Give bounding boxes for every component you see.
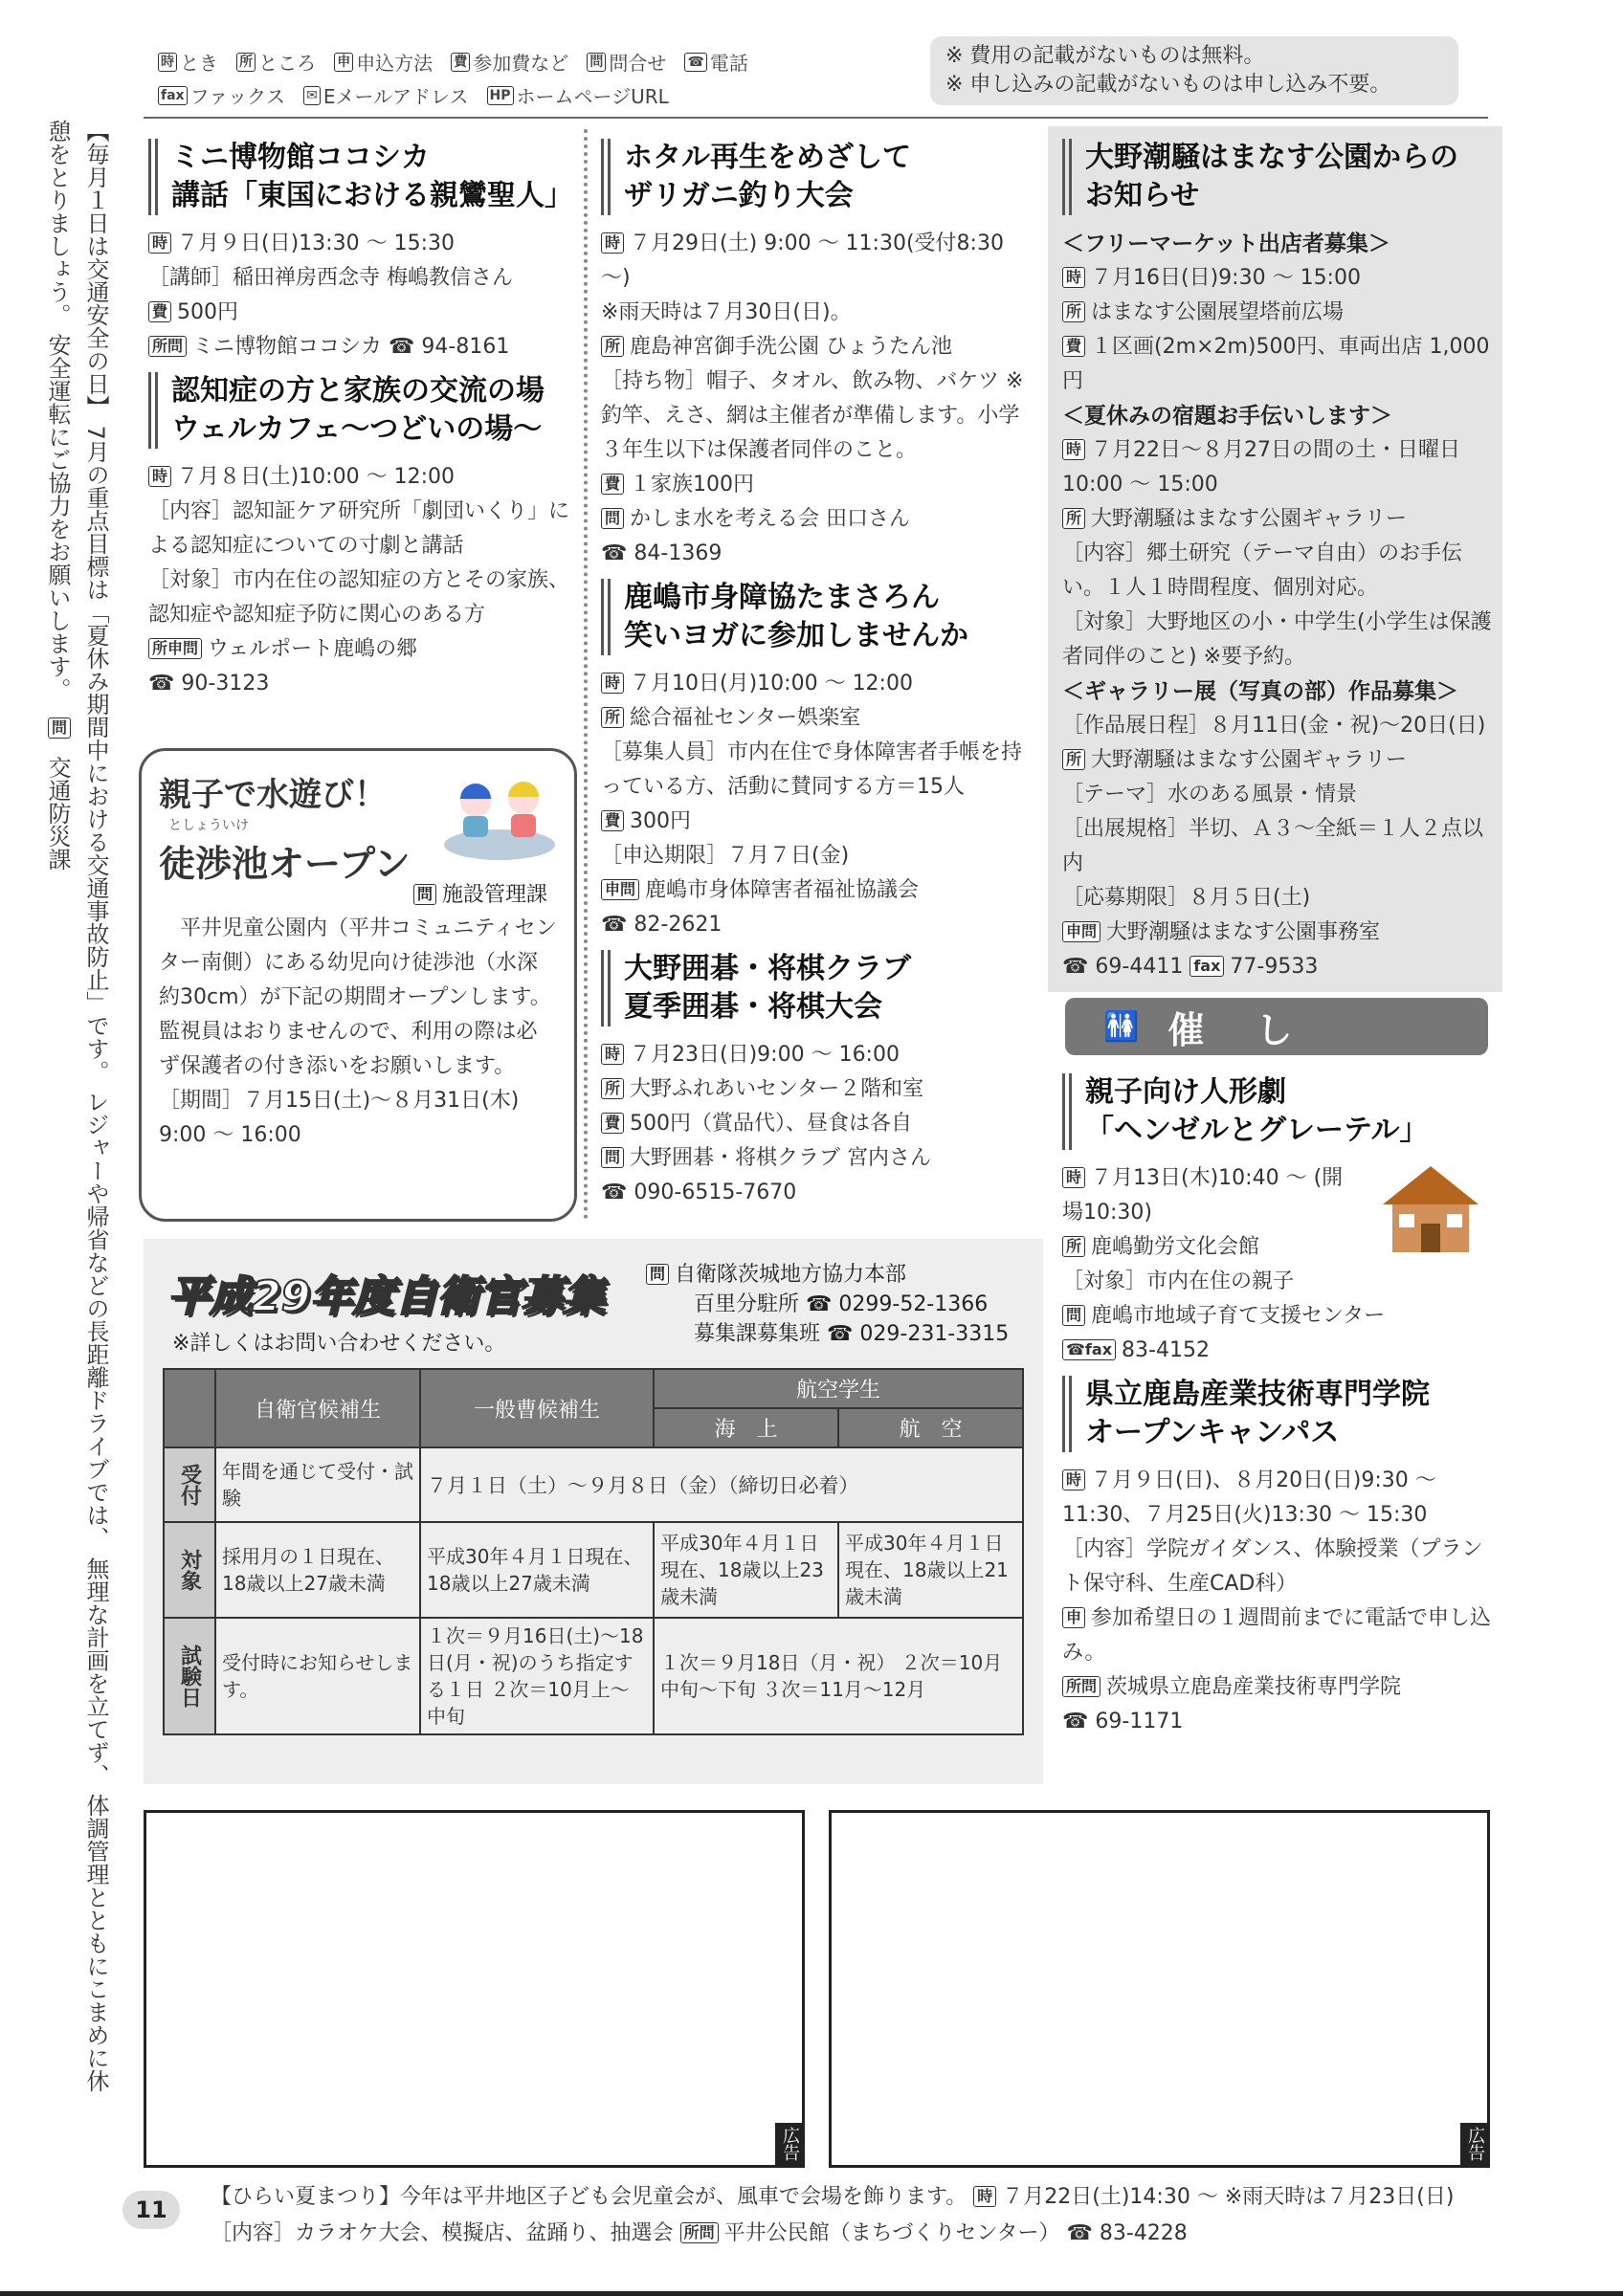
sdf-contact <box>646 1260 1009 1349</box>
deadline-row: ［申込期限］７月７日(金) <box>601 844 850 868</box>
column-1 <box>148 139 574 709</box>
legend-item-phone <box>684 48 747 76</box>
legend-label: 申込方法 <box>356 52 434 75</box>
title-line1: ホタル再生をめざして <box>624 141 911 174</box>
column-2 <box>601 139 1030 1218</box>
sdf-title: 平成29年度自衛官募集 <box>167 1272 606 1321</box>
table-row <box>164 1522 1023 1618</box>
pool-title2: 徒渉池オープン <box>159 843 411 885</box>
place-icon: 所 <box>1062 301 1085 322</box>
fee-icon: 費 <box>601 474 624 495</box>
place-icon: 所 <box>1062 508 1085 529</box>
title-line2: ウェルカフェ～つどいの場～ <box>171 412 543 446</box>
ad-space-right <box>829 1810 1490 2168</box>
time-icon: 時 <box>601 232 624 254</box>
phone-fax-icon: ☎fax <box>1062 1339 1116 1360</box>
tel-row: ☎ 82-2621 <box>601 913 723 937</box>
footer-tel: ☎ 83-4228 <box>1066 2221 1188 2245</box>
table-corner <box>164 1369 215 1447</box>
inquiry-icon: 問 <box>413 884 436 905</box>
fee-row <box>148 296 574 330</box>
time-icon: 時 <box>601 1044 624 1065</box>
time-value: ７月９日(日)13:30 ～ 15:30 <box>177 232 455 255</box>
legend-item-fax <box>158 81 285 109</box>
row-head-exam-date: 試験日 <box>164 1618 215 1734</box>
footer-time: ７月22日(土)14:30 ～ ※雨天時は７月23日(日) <box>1002 2185 1455 2209</box>
footer-place: 平井公民館（まちづくりセンター） <box>723 2221 1060 2245</box>
content-row: ［内容］学院ガイダンス、体験授業（プラント保守科、生産CAD科） <box>1062 1537 1483 1596</box>
pool-ruby: としょういけ <box>168 818 249 833</box>
article-title <box>148 139 574 215</box>
article-title <box>1062 1073 1493 1150</box>
cell: 採用月の１日現在、18歳以上27歳未満 <box>215 1522 420 1618</box>
place-inquiry-icon: 所問 <box>680 2222 719 2243</box>
gallery-heading: ＜ギャラリー展（写真の部）作品募集＞ <box>1062 679 1458 704</box>
time-row <box>148 227 574 261</box>
title-line2: ザリガニ釣り大会 <box>624 179 854 212</box>
apply-icon: 申 <box>1062 1607 1085 1628</box>
flea-market-heading: ＜フリーマーケット出店者募集＞ <box>1062 232 1390 256</box>
notes-box <box>930 36 1458 105</box>
tel-row: ☎ 090-6515-7670 <box>601 1181 797 1204</box>
sdf-table <box>163 1368 1024 1735</box>
contact-row <box>148 330 574 364</box>
legend-label: ところ <box>258 52 317 75</box>
footer-text: 【ひらい夏まつり】今年は平井地区子ども会児童会が、風車で会場を飾ります。 <box>211 2185 967 2209</box>
article-title <box>1062 1376 1493 1452</box>
legend-line1 <box>158 48 923 76</box>
time-icon: 時 <box>158 53 177 72</box>
cell: 受付時にお知らせします。 <box>215 1618 420 1734</box>
article-crayfish <box>601 139 1030 571</box>
phone-icon: ☎ <box>684 53 706 72</box>
article-cocoshika <box>148 139 574 364</box>
time-icon: 時 <box>973 2186 996 2207</box>
time-value: ７月８日(土)10:00 ～ 12:00 <box>177 465 455 489</box>
legend-label: 参加費など <box>473 52 569 75</box>
title-line1: 認知症の方と家族の交流の場 <box>171 374 545 408</box>
fee-icon: 費 <box>601 1113 624 1134</box>
inquiry-icon: 問 <box>48 718 71 739</box>
note-no-apply: ※ 申し込みの記載がないものは申し込み不要。 <box>945 73 1391 97</box>
contact-row <box>1062 1299 1493 1334</box>
time-row <box>601 227 1030 296</box>
kids-swimming-icon <box>442 768 557 864</box>
time-value: ７月10日(月)10:00 ～ 12:00 <box>630 672 913 695</box>
ad-label: 広告 <box>1460 2123 1487 2165</box>
title-line2: 「ヘンゼルとグレーテル」 <box>1085 1114 1429 1147</box>
fee-icon: 費 <box>148 301 171 322</box>
theme-row: ［テーマ］水のある風景・情景 <box>1062 783 1358 806</box>
contact-value: 鹿嶋市地域子育て支援センター <box>1091 1304 1386 1328</box>
events-header <box>1065 998 1488 1055</box>
pool-period: ［期間］７月15日(土)～８月31日(木) 9:00 ～ 16:00 <box>159 1089 520 1147</box>
pool-box <box>139 748 577 1222</box>
contact-value: 大野囲碁・将棋クラブ 宮内さん <box>630 1146 932 1170</box>
place-value: 大野潮騒はまなす公園ギャラリー <box>1091 507 1408 531</box>
time-row <box>1062 1464 1493 1533</box>
fee-row <box>601 805 1030 839</box>
rule-row: ［出展規格］半切、Ａ３～全紙＝１人２点以内 <box>1062 817 1484 875</box>
gingerbread-house-icon <box>1378 1161 1483 1257</box>
place-icon: 所 <box>1062 749 1085 770</box>
table-row <box>164 1618 1023 1734</box>
legend-label: 問合せ <box>609 52 667 75</box>
place-value: 総合福祉センター娯楽室 <box>630 706 861 730</box>
contact-value: 鹿嶋市身体障害者福祉協議会 <box>645 878 920 902</box>
header-sergeant: 一般曹候補生 <box>420 1369 654 1447</box>
cell: 年間を通じて受付・試験 <box>215 1447 420 1522</box>
contact-row <box>601 1141 1030 1176</box>
article-puppet-show <box>1062 1073 1493 1368</box>
email-icon: ✉ <box>303 86 321 105</box>
cell: 平成30年４月１日現在、18歳以上27歳未満 <box>420 1522 654 1618</box>
time-row <box>148 460 574 495</box>
sidebar-text: 【毎月１日は交通安全の日】 7月の重点目標は「夏休み期間中における交通事故防止」です。 レジャーや帰省などの長距離ドライブでは、 無理な計画を立てず、 体調管理とともにこまめに休憩をとりましょう。 安全運転にご協力をお願いします。 <box>44 120 109 2092</box>
header-air: 航 空 <box>838 1408 1023 1447</box>
title-line1: ミニ博物館ココシカ <box>171 141 430 174</box>
article-title <box>601 139 1030 215</box>
apply-icon: 申 <box>334 53 353 72</box>
tel-value: ☎ 69-4411 <box>1062 955 1184 979</box>
place-inquiry-icon: 所問 <box>1062 1676 1101 1697</box>
legend-line2 <box>158 81 923 109</box>
homework-heading: ＜夏休みの宿題お手伝いします＞ <box>1062 404 1392 429</box>
contact-value: かしま水を考える会 田口さん <box>630 507 911 531</box>
fax-value: 77-9533 <box>1230 955 1319 979</box>
contact-row <box>601 873 1030 908</box>
pool-header <box>159 768 557 912</box>
fee-icon: 費 <box>601 810 624 831</box>
place-row <box>1062 296 1493 330</box>
legend-item-email <box>303 81 468 109</box>
bottom-rule <box>0 2291 1623 2296</box>
sdf-contact-line1 <box>646 1260 1009 1290</box>
legend-label: 電話 <box>709 52 748 75</box>
page-number: 11 <box>122 2191 180 2229</box>
fee-value: 300円 <box>630 809 692 833</box>
title-line2: お知らせ <box>1085 179 1200 212</box>
sdf-contact-office: 自衛隊茨城地方協力本部 <box>675 1263 907 1287</box>
table-header-row <box>164 1369 1023 1408</box>
time-row <box>601 667 1030 701</box>
dates-row: ［作品展日程］８月11日(金・祝)～20日(日) <box>1062 714 1486 738</box>
title-line2: 夏季囲碁・将棋大会 <box>624 990 882 1024</box>
contact-row <box>601 502 1030 537</box>
article-laugh-yoga <box>601 579 1030 942</box>
title-line1: 県立鹿島産業技術専門学院 <box>1085 1378 1430 1411</box>
inquiry-icon: 問 <box>601 1147 624 1168</box>
note-free: ※ 費用の記載がないものは無料。 <box>945 44 1265 68</box>
sdf-table-wrapper <box>163 1368 1024 1735</box>
fee-value: １区画(2m×2m)500円、車両出店 1,000円 <box>1062 335 1490 393</box>
place-value: 鹿嶋勤労文化会館 <box>1091 1235 1260 1259</box>
lecturer-row: ［講師］稲田禅房西念寺 梅嶋教信さん <box>148 266 513 290</box>
apply-inquiry-icon: 申問 <box>1062 921 1101 942</box>
time-row <box>1062 261 1493 296</box>
row-head-eligibility: 対象 <box>164 1522 215 1618</box>
target-row: ［対象］市内在住の認知症の方とその家族、認知症や認知症予防に関心のある方 <box>148 568 570 627</box>
article-wellcafe <box>148 372 574 701</box>
fee-row <box>1062 330 1493 399</box>
legend-item-apply <box>334 48 433 76</box>
place-row <box>1062 743 1493 778</box>
target-row: ［対象］大野地区の小・中学生(小学生は保護者同伴のこと) ※要予約。 <box>1062 610 1492 669</box>
fee-value: １家族100円 <box>630 473 755 497</box>
article-title <box>148 372 574 449</box>
time-value: ７月22日～８月27日の間の土・日曜日 10:00 ～ 15:00 <box>1062 438 1461 497</box>
sdf-recruitment <box>144 1239 1043 1784</box>
title-line2: オープンキャンパス <box>1085 1416 1340 1449</box>
place-value: はまなす公園展望塔前広場 <box>1091 300 1345 324</box>
place-inquiry-icon: 所問 <box>148 336 187 357</box>
legend-item-time <box>158 48 218 76</box>
cell: 平成30年４月１日現在、18歳以上21歳未満 <box>838 1522 1023 1618</box>
title-line1: 鹿嶋市身障協たまさろん <box>624 581 940 614</box>
pool-title1: 親子で水遊び！ <box>159 776 387 814</box>
rain-row: ※雨天時は７月30日(日)。 <box>601 300 852 324</box>
tel-row: ☎ 84-1369 <box>601 541 723 565</box>
legend-label: ファックス <box>189 85 285 108</box>
footer-content: ［内容］カラオケ大会、模擬店、盆踊り、抽選会 <box>211 2221 674 2245</box>
pool-contact <box>413 878 547 908</box>
column-divider-1 <box>584 129 588 1220</box>
cell: １次＝９月18日（月・祝） ２次＝10月中旬～下旬 ３次＝11月～12月 <box>654 1618 1023 1734</box>
tel-row <box>1062 1334 1493 1368</box>
place-row <box>601 701 1030 736</box>
fee-icon: 費 <box>451 53 470 72</box>
time-icon: 時 <box>1062 1167 1085 1188</box>
legend-label: Eメールアドレス <box>322 85 469 108</box>
cell: 平成30年４月１日現在、18歳以上23歳未満 <box>654 1522 838 1618</box>
inquiry-icon: 問 <box>1062 1305 1085 1326</box>
inquiry-icon: 問 <box>601 508 624 529</box>
pool-body: 平井児童公園内（平井コミュニティセンター南側）にある幼児向け徒渉池（水深約30cm）が下記の期間オープンします。監視員はおりませんので、利用の際は必ず保護者の付き添いをお願いします。 <box>159 916 557 1078</box>
sdf-note: ※詳しくはお問い合わせください。 <box>172 1332 506 1356</box>
place-apply-inquiry-icon: 所申問 <box>148 638 202 659</box>
fax-icon: fax <box>158 86 188 105</box>
column-3 <box>1062 139 1493 992</box>
row-head-reception: 受付 <box>164 1447 215 1522</box>
time-icon: 時 <box>1062 439 1085 460</box>
tel-value: 83-4152 <box>1122 1338 1210 1362</box>
place-value: 大野潮騒はまなす公園ギャラリー <box>1091 748 1408 772</box>
sidebar-contact: 交通防災課 <box>44 755 71 871</box>
tel-fax-row <box>1062 950 1493 984</box>
ad-label: 広告 <box>775 2123 802 2165</box>
tel-row: ☎ 90-3123 <box>148 672 270 695</box>
legend-label: とき <box>180 52 218 75</box>
cell: ７月１日（土）～９月８日（金）（締切日必着） <box>420 1447 1023 1522</box>
events-header-label: 催 し <box>1167 1008 1301 1051</box>
place-icon: 所 <box>601 1078 624 1099</box>
contact-value: ミニ博物館ココシカ ☎ 94-8161 <box>192 335 510 359</box>
time-row <box>601 1038 1030 1072</box>
place-row <box>1062 502 1493 537</box>
header-cadet: 自衛官候補生 <box>215 1369 420 1447</box>
table-row <box>164 1447 1023 1522</box>
legend-item-inquiry <box>587 48 666 76</box>
article-open-campus <box>1062 1376 1493 1739</box>
column-3-events <box>1062 1073 1493 1747</box>
target-row: ［対象］市内在住の親子 <box>1062 1269 1295 1293</box>
ad-space-left <box>144 1810 805 2168</box>
puppet-body <box>1062 1161 1493 1368</box>
place-icon: 所 <box>1062 1236 1085 1257</box>
traffic-safety-sidebar <box>29 120 115 2109</box>
legend-item-fee <box>451 48 568 76</box>
fee-value: 500円（賞品代）、昼食は各自 <box>630 1112 913 1136</box>
place-value: 大野ふれあいセンター２階和室 <box>630 1077 924 1101</box>
legend-item-place <box>236 48 316 76</box>
place-row <box>601 330 1030 364</box>
time-icon: 時 <box>148 232 171 254</box>
article-go-shogi <box>601 950 1030 1210</box>
article-title <box>601 950 1030 1027</box>
header-aviation: 航空学生 <box>654 1369 1023 1408</box>
time-value: ７月29日(土) 9:00 ～ 11:30(受付8:30 ～) <box>601 232 1004 290</box>
recruit-row: ［募集人員］市内在住で身体障害者手帳を持っている方、活動に賛同する方＝15人 <box>601 740 1023 799</box>
time-row <box>1062 433 1493 502</box>
title-line1: 大野囲碁・将棋クラブ <box>624 952 911 985</box>
legend <box>158 48 923 109</box>
time-value: ７月16日(日)9:30 ～ 15:00 <box>1091 266 1361 290</box>
bring-row: ［持ち物］帽子、タオル、飲み物、バケツ ※釣竿、えさ、網は主催者が準備します。小学３年生以下は保護者同伴のこと。 <box>601 369 1024 462</box>
footer-note <box>211 2179 1488 2252</box>
inquiry-icon: 問 <box>646 1264 669 1285</box>
article-title <box>601 579 1030 655</box>
time-icon: 時 <box>148 466 171 487</box>
pool-contact-value: 施設管理課 <box>441 883 547 907</box>
time-row <box>1062 1161 1349 1230</box>
time-icon: 時 <box>1062 1469 1085 1490</box>
contact-value: 茨城県立鹿島産業技術専門学院 <box>1106 1675 1402 1699</box>
article-title <box>1062 139 1493 215</box>
contact-row <box>1062 1670 1493 1705</box>
content-row: ［内容］郷土研究（テーマ自由）のお手伝い。１人１時間程度、個別対応。 <box>1062 541 1463 600</box>
sdf-contact-hyakuri: 百里分駐所 ☎ 0299-52-1366 <box>694 1292 989 1316</box>
header-divider <box>144 117 1488 119</box>
fee-icon: 費 <box>1062 336 1085 357</box>
title-line1: 親子向け人形劇 <box>1085 1075 1286 1109</box>
cell: １次＝９月16日(土)～18日(月・祝)のうち指定する１日 ２次＝10月上～中旬 <box>420 1618 654 1734</box>
fee-row <box>601 468 1030 502</box>
legend-label: ホームページURL <box>516 85 669 108</box>
contact-value: 大野潮騒はまなす公園事務室 <box>1106 920 1381 944</box>
fax-icon: fax <box>1189 956 1224 977</box>
title-line1: 大野潮騒はまなす公園からの <box>1085 141 1458 174</box>
content-row: ［内容］認知証ケア研究所「劇団いくり」による認知症についての寸劇と講話 <box>148 499 570 558</box>
place-value: 鹿島神宮御手洗公園 ひょうたん池 <box>630 335 953 359</box>
title-line2: 笑いヨガに参加しませんか <box>624 619 968 652</box>
article-hamanasu <box>1062 139 1493 984</box>
time-icon: 時 <box>601 673 624 694</box>
time-icon: 時 <box>1062 267 1085 288</box>
fee-row <box>601 1107 1030 1141</box>
time-value: ７月23日(日)9:00 ～ 16:00 <box>630 1043 900 1067</box>
people-icon: 🚻 <box>1103 1009 1140 1044</box>
tel-row: ☎ 69-1171 <box>1062 1710 1184 1733</box>
deadline-row: ［応募期限］８月５日(土) <box>1062 886 1311 910</box>
apply-inquiry-icon: 申問 <box>601 879 639 900</box>
homepage-icon: HP <box>487 86 514 105</box>
contact-value: ウェルポート鹿嶋の郷 <box>208 637 418 661</box>
place-icon: 所 <box>601 336 624 357</box>
time-value: ７月９日(日)、８月20日(日)9:30 ～ 11:30、７月25日(火)13:30 ～ 15:30 <box>1062 1468 1436 1527</box>
time-value: ７月13日(木)10:40 ～ (開場10:30) <box>1062 1166 1344 1225</box>
place-icon: 所 <box>236 53 256 72</box>
sdf-contact-recruit: 募集課募集班 ☎ 029-231-3315 <box>694 1322 1010 1346</box>
legend-item-homepage <box>487 81 669 109</box>
contact-row <box>148 632 574 667</box>
apply-value: 参加希望日の１週間前までに電話で申し込み。 <box>1062 1606 1492 1665</box>
inquiry-icon: 問 <box>587 53 606 72</box>
title-line2: 講話「東国における親鸞聖人」 <box>171 179 573 212</box>
place-row <box>601 1072 1030 1107</box>
fee-value: 500円 <box>177 300 239 324</box>
place-icon: 所 <box>601 707 624 728</box>
contact-row <box>1062 916 1493 950</box>
apply-row <box>1062 1601 1493 1670</box>
header-sea: 海 上 <box>654 1408 838 1447</box>
